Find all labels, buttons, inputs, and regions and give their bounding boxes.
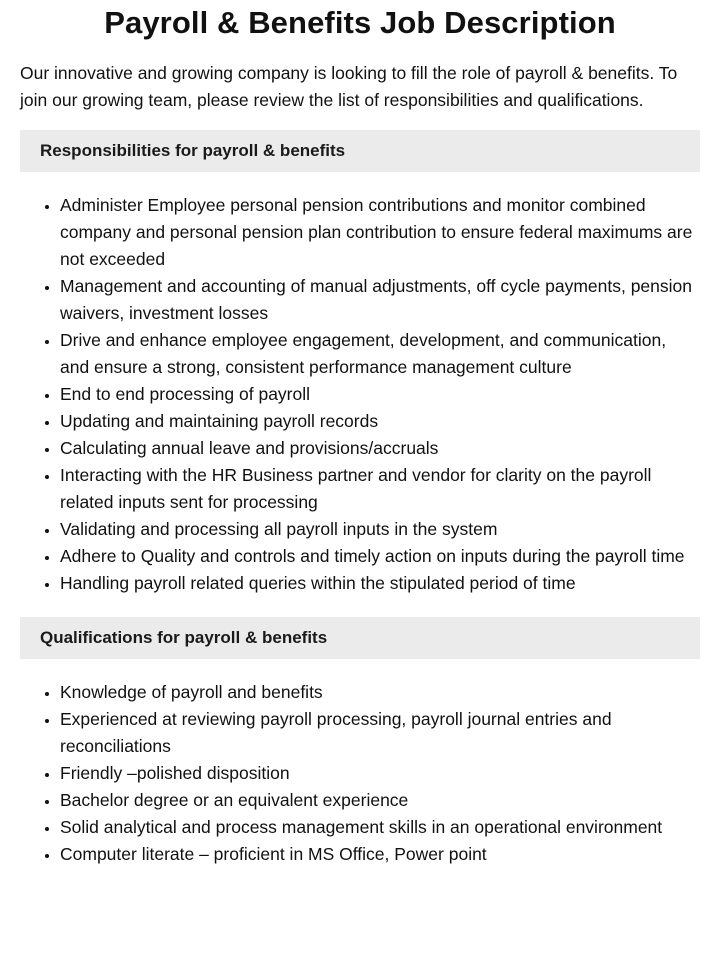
page-title: Payroll & Benefits Job Description (104, 5, 616, 40)
qualifications-heading: Qualifications for payroll & benefits (20, 617, 700, 659)
list-item: • Adhere to Quality and controls and timely action on inputs during the payroll time (60, 543, 700, 570)
list-item: • Bachelor degree or an equivalent experience (60, 787, 700, 814)
list-item: • Experienced at reviewing payroll processing, payroll journal entries and reconciliations (60, 706, 700, 760)
list-item: • Solid analytical and process management skills in an operational environment (60, 814, 700, 841)
responsibilities-heading: Responsibilities for payroll & benefits (20, 130, 700, 172)
list-item: • Management and accounting of manual adjustments, off cycle payments, pension waivers, investment losses (60, 273, 700, 327)
list-item: • End to end processing of payroll (60, 381, 700, 408)
responsibilities-list (20, 192, 700, 597)
list-item: • Knowledge of payroll and benefits (60, 679, 700, 706)
list-item: • Interacting with the HR Business partner and vendor for clarity on the payroll related inputs sent for processing (60, 462, 700, 516)
list-item: • Calculating annual leave and provisions/accruals (60, 435, 700, 462)
list-item: • Handling payroll related queries within the stipulated period of time (60, 570, 700, 597)
list-item: • Updating and maintaining payroll records (60, 408, 700, 435)
list-item: • Validating and processing all payroll inputs in the system (60, 516, 700, 543)
list-item: • Computer literate – proficient in MS Office, Power point (60, 841, 700, 868)
list-item: • Friendly –polished disposition (60, 760, 700, 787)
list-item: • Drive and enhance employee engagement, development, and communication, and ensure a strong, consistent performance management culture (60, 327, 700, 381)
intro-paragraph: Our innovative and growing company is looking to fill the role of payroll & benefits. To join our growing team, please review the list of responsibilities and qualifications. (20, 63, 678, 110)
list-item: • Administer Employee personal pension contributions and monitor combined company and personal pension plan contribution to ensure federal maximums are not exceeded (60, 192, 700, 273)
qualifications-list (20, 679, 700, 868)
